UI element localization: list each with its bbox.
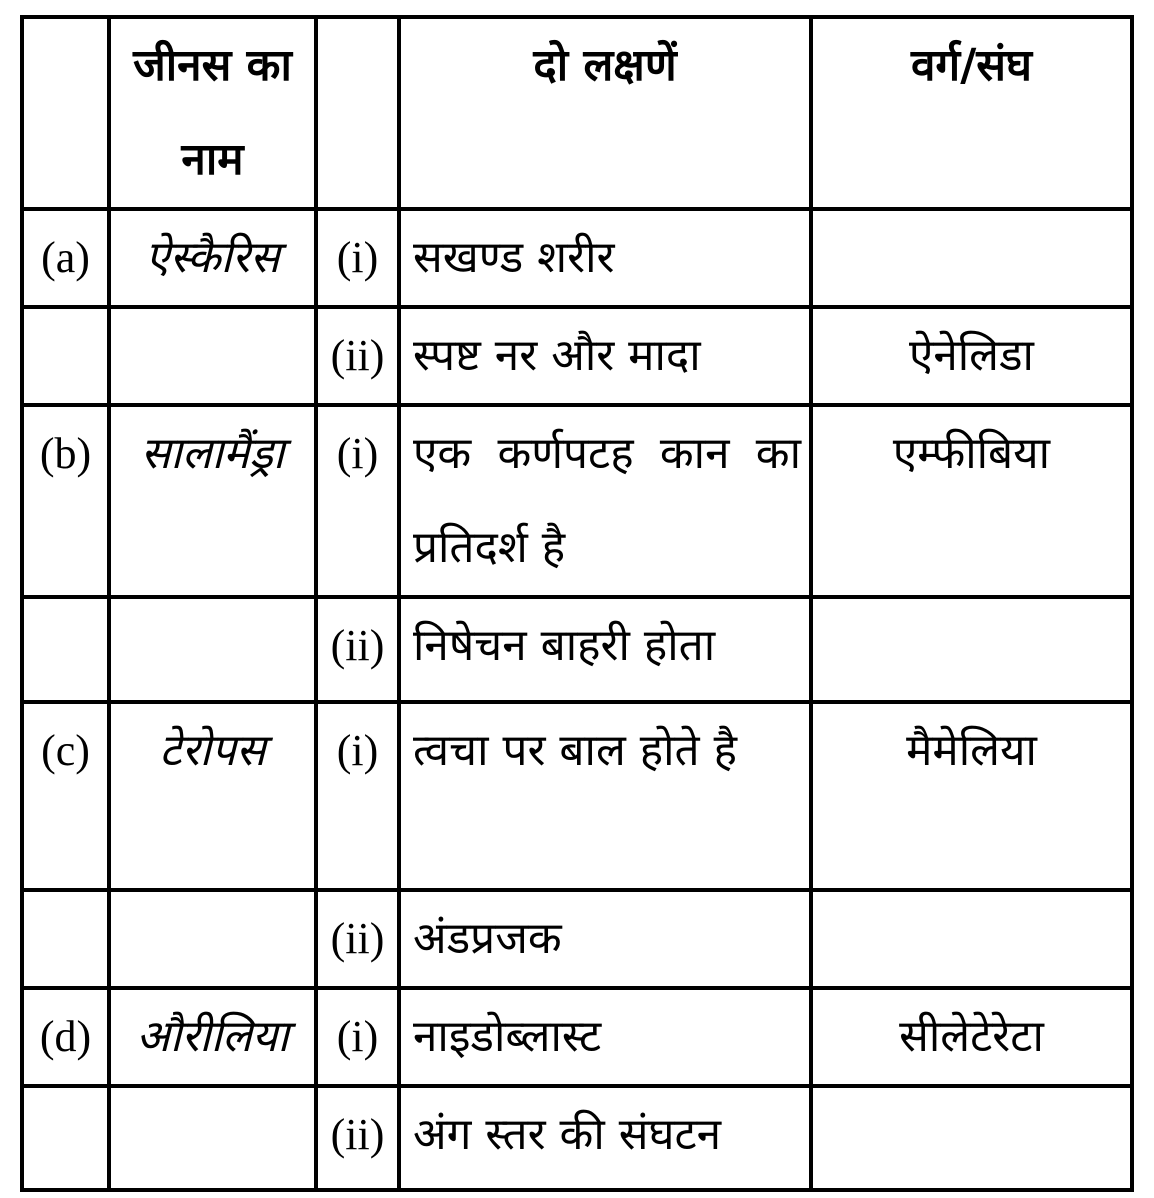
trait-number: (i)	[316, 988, 399, 1086]
class-name	[811, 597, 1132, 702]
trait-text: एक कर्णपटह कान का प्रतिदर्श है	[399, 405, 811, 597]
row-letter	[22, 307, 109, 405]
header-traits: दो लक्षणें	[399, 17, 811, 209]
trait-number: (ii)	[316, 890, 399, 988]
table-row	[22, 405, 1132, 597]
genus-name: सालामैंड्रा	[109, 405, 316, 597]
trait-text: स्पष्ट नर और मादा	[399, 307, 811, 405]
trait-text: अंग स्तर की संघटन	[399, 1086, 811, 1190]
header-genus: जीनस का नाम	[109, 17, 316, 209]
header-class: वर्ग/संघ	[811, 17, 1132, 209]
trait-text: निषेचन बाहरी होता	[399, 597, 811, 702]
row-letter	[22, 597, 109, 702]
class-name	[811, 890, 1132, 988]
row-letter: (c)	[22, 702, 109, 890]
row-letter: (a)	[22, 209, 109, 307]
class-name: मैमेलिया	[811, 702, 1132, 890]
class-name: एम्फीबिया	[811, 405, 1132, 597]
row-letter	[22, 890, 109, 988]
trait-number: (ii)	[316, 307, 399, 405]
class-name	[811, 1086, 1132, 1190]
trait-number: (i)	[316, 209, 399, 307]
row-letter: (b)	[22, 405, 109, 597]
table-row	[22, 988, 1132, 1086]
trait-text: अंडप्रजक	[399, 890, 811, 988]
header-row	[22, 17, 1132, 209]
table-row	[22, 890, 1132, 988]
classification-table	[20, 15, 1134, 1192]
genus-name: ऐस्कैरिस	[109, 209, 316, 307]
table-row	[22, 307, 1132, 405]
row-letter	[22, 1086, 109, 1190]
table-row	[22, 702, 1132, 890]
trait-number: (i)	[316, 702, 399, 890]
table-row	[22, 1086, 1132, 1190]
trait-text: त्वचा पर बाल होते है	[399, 702, 811, 890]
table-row	[22, 597, 1132, 702]
class-name	[811, 209, 1132, 307]
header-number-cell	[316, 17, 399, 209]
genus-name	[109, 307, 316, 405]
genus-name: टेरोपस	[109, 702, 316, 890]
table-row	[22, 209, 1132, 307]
trait-text: सखण्ड शरीर	[399, 209, 811, 307]
row-letter: (d)	[22, 988, 109, 1086]
trait-number: (ii)	[316, 597, 399, 702]
trait-number: (ii)	[316, 1086, 399, 1190]
class-name: ऐनेलिडा	[811, 307, 1132, 405]
genus-name	[109, 890, 316, 988]
header-letter-cell	[22, 17, 109, 209]
genus-name: औरीलिया	[109, 988, 316, 1086]
genus-name	[109, 597, 316, 702]
class-name: सीलेटेरेटा	[811, 988, 1132, 1086]
trait-number: (i)	[316, 405, 399, 597]
trait-text: नाइडोब्लास्ट	[399, 988, 811, 1086]
genus-name	[109, 1086, 316, 1190]
